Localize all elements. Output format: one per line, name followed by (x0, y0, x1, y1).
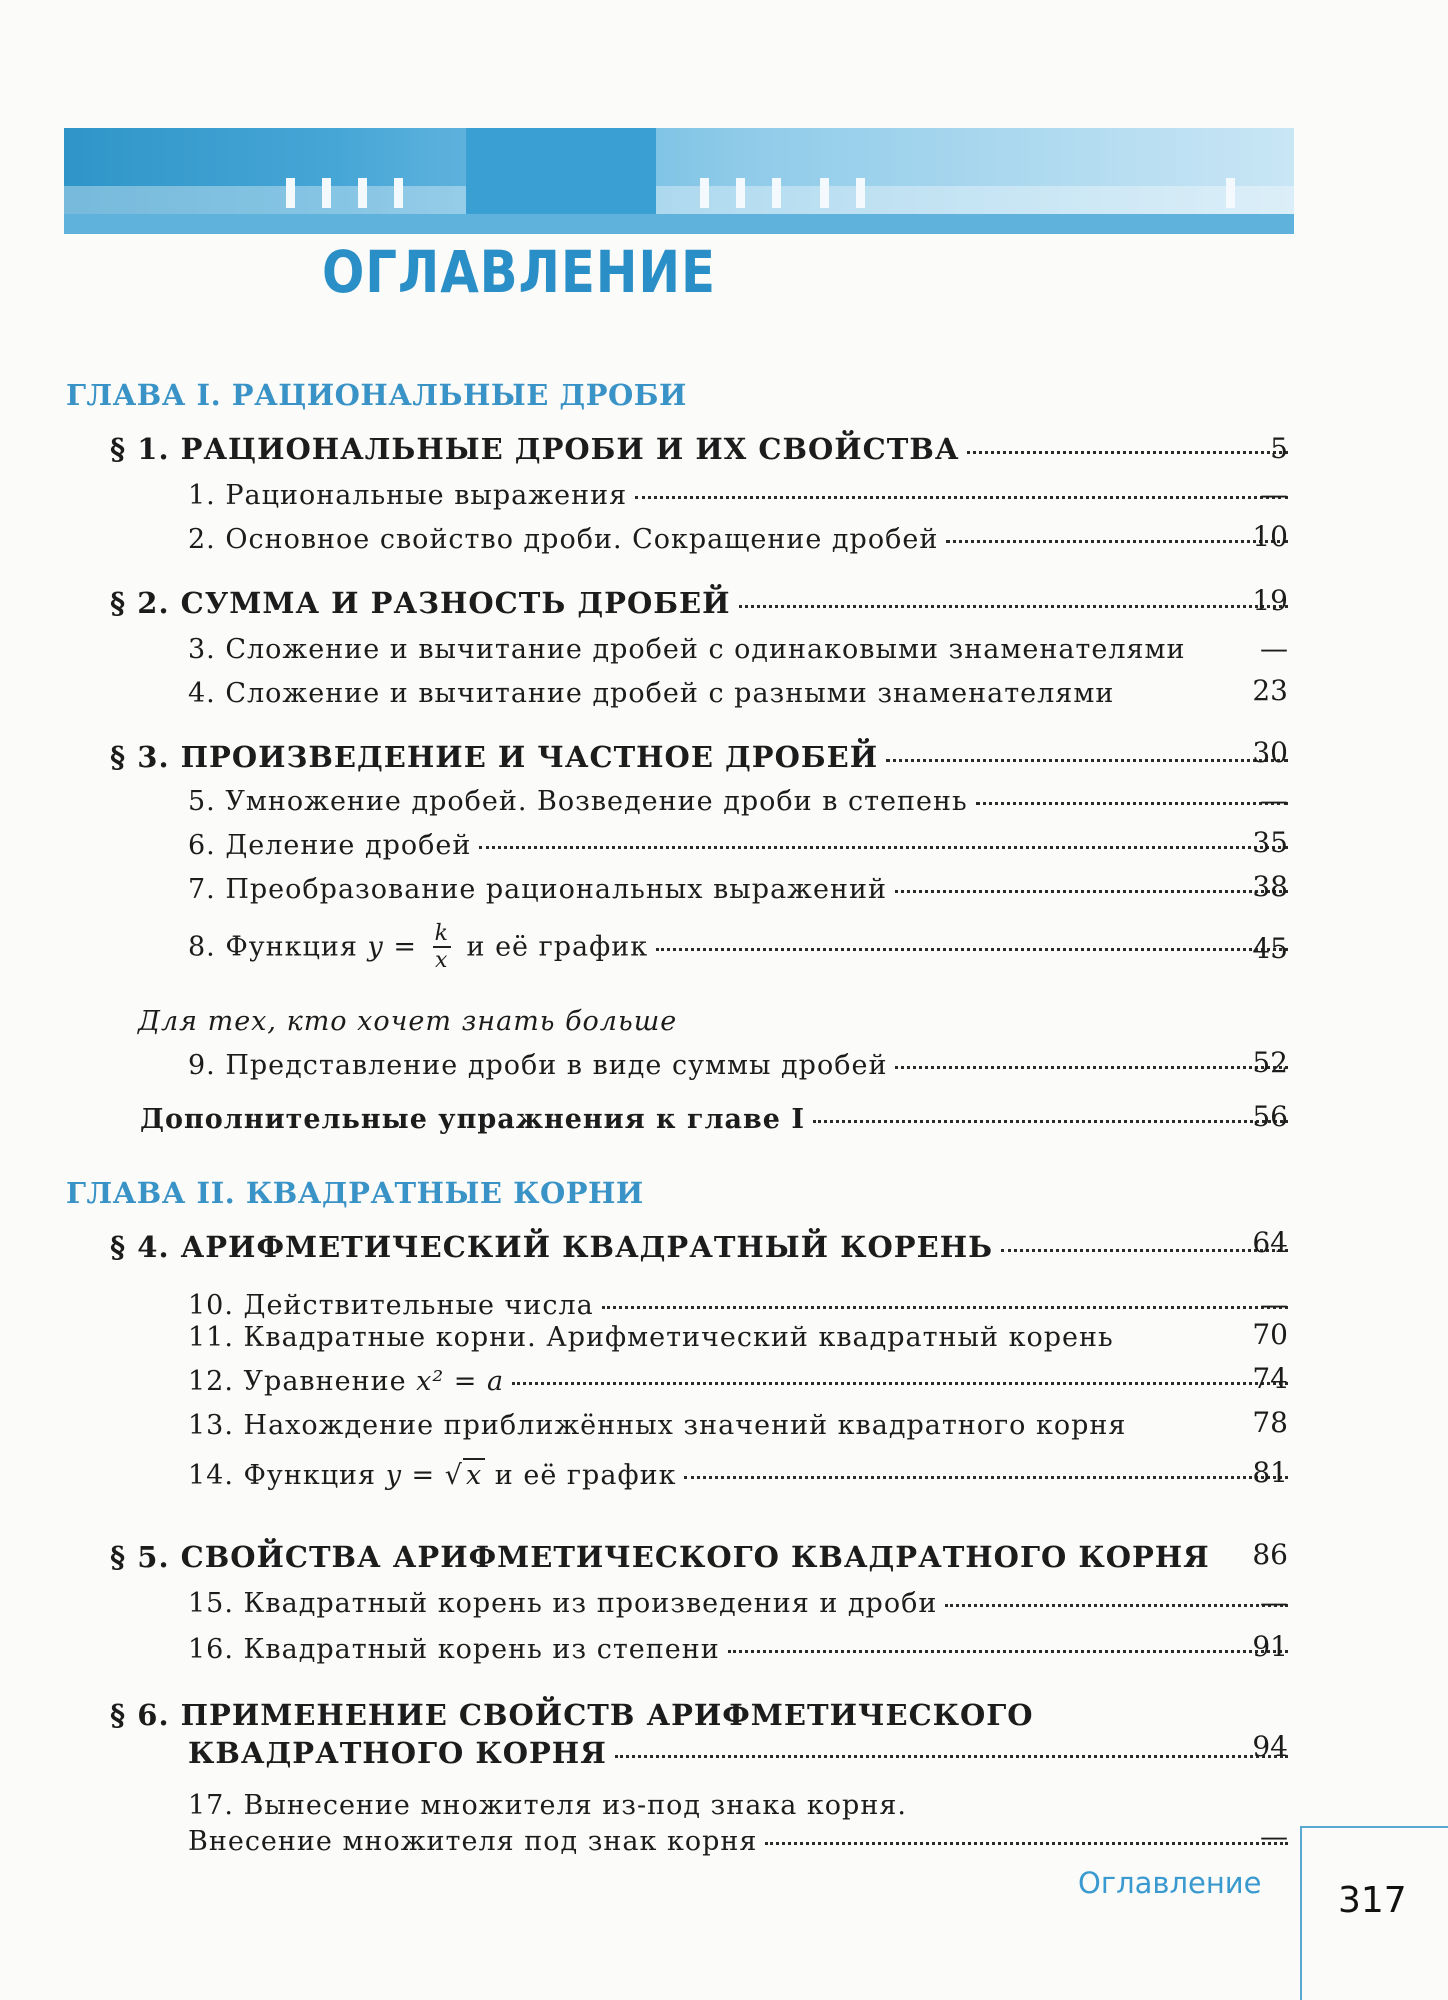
toc-item-label: 6. Деление дробей (188, 830, 472, 861)
toc-section-label: § 3. ПРОИЗВЕДЕНИЕ И ЧАСТНОЕ ДРОБЕЙ (110, 740, 879, 774)
toc-page-number: 81 (1252, 1456, 1288, 1489)
toc-section-6-line2[interactable] (188, 1736, 1296, 1770)
toc-section-label: § 5. СВОЙСТВА АРИФМЕТИЧЕСКОГО КВАДРАТНОГО КОРНЯ (110, 1540, 1210, 1574)
toc-section-2[interactable] (110, 586, 1296, 620)
toc-item-9[interactable] (188, 1050, 1296, 1081)
leader-dots (615, 1755, 1288, 1758)
header-band-rail (64, 186, 1294, 214)
sqrt-sign: √ (444, 1460, 463, 1491)
extra-reading-heading: Для тех, кто хочет знать больше (138, 1006, 678, 1037)
toc-item-6[interactable] (188, 830, 1296, 861)
item-text: и её график (466, 931, 649, 963)
toc-section-label: § 2. СУММА И РАЗНОСТЬ ДРОБЕЙ (110, 586, 731, 620)
toc-page-number: 5 (1270, 432, 1288, 465)
toc-page-number: 35 (1252, 826, 1288, 859)
toc-page-number: — (1260, 784, 1288, 817)
toc-item-2[interactable] (188, 524, 1296, 555)
toc-item-label: 17. Вынесение множителя из-под знака корня. (188, 1790, 907, 1821)
toc-item-13[interactable] (188, 1410, 1296, 1441)
toc-item-5[interactable] (188, 786, 1296, 817)
toc-section-label: § 4. АРИФМЕТИЧЕСКИЙ КВАДРАТНЫЙ КОРЕНЬ (110, 1230, 994, 1264)
leader-dots (813, 1120, 1288, 1123)
toc-page-number: 38 (1252, 870, 1288, 903)
toc-page-number: 10 (1252, 520, 1288, 553)
toc-item-label (188, 1366, 504, 1397)
header-band-block (466, 128, 656, 214)
toc-page-number: 45 (1252, 932, 1288, 965)
toc-item-label: 13. Нахождение приближённых значений квадратного корня (188, 1410, 1127, 1441)
toc-item-7[interactable] (188, 874, 1296, 905)
toc-item-8[interactable] (188, 922, 1296, 974)
band-tick (394, 178, 403, 208)
toc-item-17-line1[interactable] (188, 1790, 1296, 1821)
leader-dots (728, 1650, 1288, 1653)
leader-dots (739, 605, 1289, 608)
band-tick (700, 178, 709, 208)
toc-section-3[interactable] (110, 740, 1296, 774)
toc-item-label: 7. Преобразование рациональных выражений (188, 874, 887, 905)
page-title: ОГЛАВЛЕНИЕ (322, 238, 716, 306)
item-text: 12. Уравнение (188, 1366, 407, 1397)
formula-lhs: y = (385, 1460, 436, 1491)
leader-dots (479, 846, 1288, 849)
toc-item-label: 5. Умножение дробей. Возведение дроби в степень (188, 786, 968, 817)
toc-page-number: — (1260, 1820, 1288, 1853)
chapter-1-heading: ГЛАВА I. РАЦИОНАЛЬНЫЕ ДРОБИ (66, 378, 687, 412)
band-tick (322, 178, 331, 208)
toc-item-label: 3. Сложение и вычитание дробей с одинаковыми знаменателями (188, 634, 1186, 665)
toc-additional-exercises[interactable] (140, 1104, 1296, 1135)
header-band-strip (64, 214, 1294, 234)
toc-section-1[interactable] (110, 432, 1296, 466)
toc-item-label: 16. Квадратный корень из степени (188, 1634, 720, 1665)
toc-page-number: — (1260, 478, 1288, 511)
toc-page-number: 23 (1252, 674, 1288, 707)
toc-item-1[interactable] (188, 480, 1296, 511)
leader-dots (656, 948, 1288, 951)
toc-item-16[interactable] (188, 1634, 1296, 1665)
toc-item-11[interactable] (188, 1322, 1296, 1353)
band-tick (358, 178, 367, 208)
toc-page-number: 52 (1252, 1046, 1288, 1079)
item-text: 8. Функция (188, 931, 358, 963)
band-tick (820, 178, 829, 208)
leader-dots (684, 1476, 1288, 1479)
toc-section-6-line1[interactable] (110, 1698, 1296, 1732)
toc-item-3[interactable] (188, 634, 1296, 665)
footer-frame (1300, 1826, 1302, 2000)
toc-item-4[interactable] (188, 678, 1296, 709)
toc-section-label: КВАДРАТНОГО КОРНЯ (188, 1736, 607, 1770)
leader-dots (635, 496, 1288, 499)
toc-item-15[interactable] (188, 1588, 1296, 1619)
toc-page-number: 94 (1252, 1730, 1288, 1763)
toc-item-14[interactable] (188, 1460, 1296, 1491)
toc-section-5[interactable] (110, 1540, 1296, 1574)
toc-page-number: 86 (1252, 1538, 1288, 1571)
toc-item-label: 1. Рациональные выражения (188, 480, 628, 511)
toc-page-number: 74 (1252, 1362, 1288, 1395)
toc-section-label: § 6. ПРИМЕНЕНИЕ СВОЙСТВ АРИФМЕТИЧЕСКОГО (110, 1698, 1034, 1732)
toc-item-label: 10. Действительные числа (188, 1290, 594, 1321)
fraction-formula (433, 922, 451, 974)
band-tick (772, 178, 781, 208)
toc-item-label: Внесение множителя под знак корня (188, 1826, 758, 1857)
toc-page-number: 91 (1252, 1630, 1288, 1663)
toc-page-number: 70 (1252, 1318, 1288, 1351)
toc-page-number: 56 (1252, 1100, 1288, 1133)
band-tick (286, 178, 295, 208)
toc-page-number: — (1260, 1586, 1288, 1619)
toc-page-number: 64 (1252, 1226, 1288, 1259)
toc-item-17-line2[interactable] (188, 1826, 1296, 1857)
footer-label: Оглавление (1078, 1866, 1262, 1900)
footer-frame (1300, 1826, 1448, 1828)
leader-dots (765, 1842, 1288, 1845)
fraction-denominator: x (435, 948, 449, 973)
equation-formula: x² = a (416, 1366, 505, 1397)
toc-page-number: — (1260, 632, 1288, 665)
toc-page-number: 19 (1252, 584, 1288, 617)
toc-item-label: 15. Квадратный корень из произведения и дроби (188, 1588, 938, 1619)
leader-dots (602, 1306, 1288, 1309)
item-text: и её график (494, 1460, 677, 1491)
toc-item-label (188, 1460, 676, 1491)
band-tick (736, 178, 745, 208)
toc-item-label: 4. Сложение и вычитание дробей с разными знаменателями (188, 678, 1115, 709)
toc-section-label: § 1. РАЦИОНАЛЬНЫЕ ДРОБИ И ИХ СВОЙСТВА (110, 432, 960, 466)
sqrt-radicand: x (463, 1458, 485, 1491)
toc-page-number: 30 (1252, 736, 1288, 769)
page-number: 317 (1338, 1880, 1407, 1921)
toc-page-number: — (1260, 1288, 1288, 1321)
toc-section-4[interactable] (110, 1230, 1296, 1264)
toc-page-number: 78 (1252, 1406, 1288, 1439)
toc-section-label: Дополнительные упражнения к главе I (140, 1104, 805, 1135)
band-tick (856, 178, 865, 208)
toc-item-label: 9. Представление дроби в виде суммы дробей (188, 1050, 888, 1081)
toc-item-12[interactable] (188, 1366, 1296, 1397)
chapter-2-heading: ГЛАВА II. КВАДРАТНЫЕ КОРНИ (66, 1176, 644, 1210)
formula-lhs: y = (367, 931, 417, 963)
toc-item-label: 11. Квадратные корни. Арифметический квадратный корень (188, 1322, 1114, 1353)
toc-item-label (188, 922, 648, 974)
band-tick (1226, 178, 1235, 208)
sqrt-formula (445, 1460, 485, 1491)
leader-dots (512, 1382, 1288, 1385)
toc-item-10[interactable] (188, 1290, 1296, 1321)
toc-item-label: 2. Основное свойство дроби. Сокращение дробей (188, 524, 939, 555)
fraction-numerator: k (434, 921, 449, 946)
item-text: 14. Функция (188, 1460, 377, 1491)
